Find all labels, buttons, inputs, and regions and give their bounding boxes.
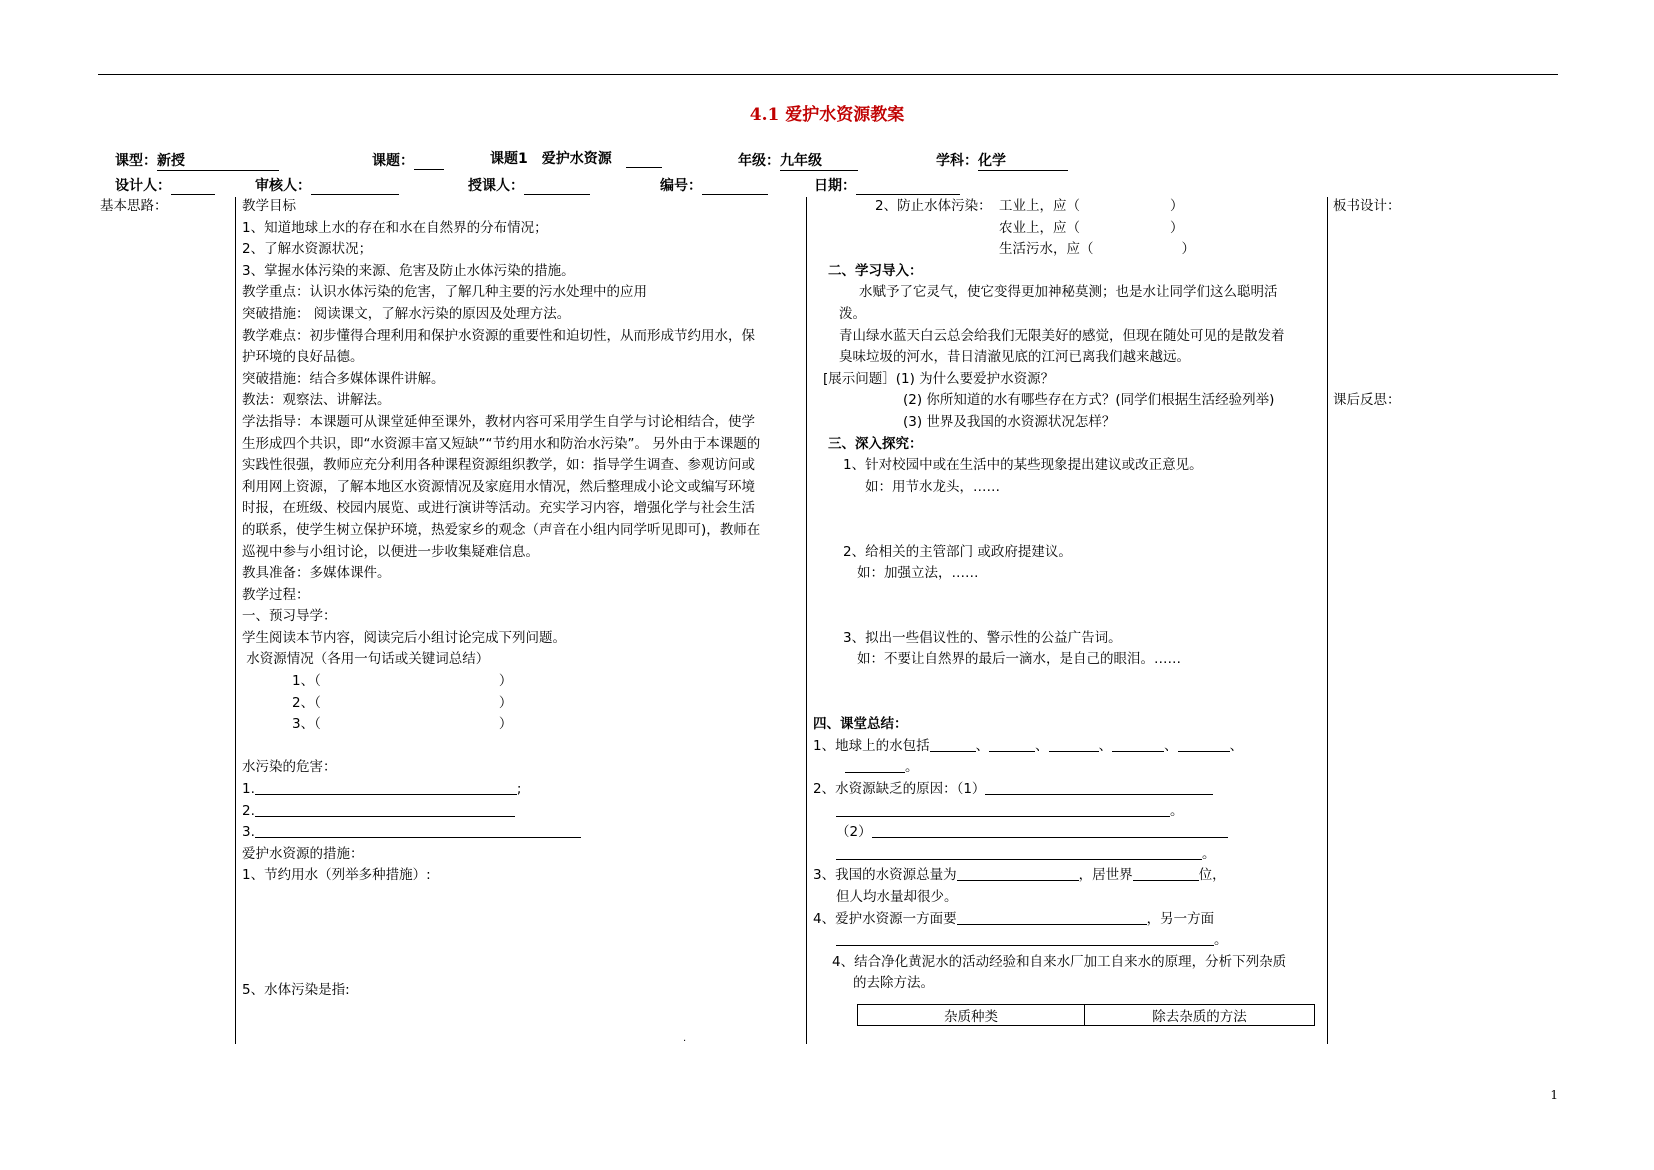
hazard-item: 1. ; <box>242 781 522 798</box>
text-line: 3、掌握水体污染的来源、危害及防止水体污染的措施。 <box>242 262 575 279</box>
summary-line: 。 <box>813 844 1323 866</box>
prevent-line: 农业上，应（ ） <box>999 219 1184 236</box>
table-header-cell: 杂质种类 <box>858 1005 1085 1026</box>
hazard-item: 2. <box>242 801 802 823</box>
summary-line: 1、地球上的水包括 、 、 、 、 、 <box>813 737 1244 754</box>
text-line: 臭味垃圾的河水，昔日清澈见底的江河已离我们越来越远。 <box>839 349 1190 366</box>
reflection-label: 课后反思： <box>1333 392 1401 408</box>
paren-item: 1、（ ） <box>292 673 513 690</box>
explore-line: 如：加强立法，…… <box>857 565 979 582</box>
lesson-flow-column <box>813 196 1323 995</box>
subject-value: 化学 <box>978 150 1068 171</box>
grade: 年级：九年级 <box>738 150 858 171</box>
lesson-type: 课型：新授 <box>115 150 279 171</box>
explore-line: 3、拟出一些倡议性的、警示性的公益广告词。 <box>843 629 1122 646</box>
summary-line: 2、水资源缺乏的原因：（1） <box>813 779 1323 801</box>
board-design-label: 板书设计： <box>1333 198 1401 214</box>
text-line: 青山绿水蓝天白云总会给我们无限美好的感觉，但现在随处可见的是散发着 <box>839 327 1285 344</box>
text-line: 2、了解水资源状况； <box>242 241 373 258</box>
designer: 设计人： <box>115 175 215 195</box>
explore-line: 如：不要让自然界的最后一滴水，是自己的眼泪。…… <box>857 651 1181 668</box>
teacher: 授课人： <box>468 175 590 195</box>
column-rule <box>235 197 236 1044</box>
hazard-label: 水污染的危害： <box>242 759 337 776</box>
summary-line: 3、我国的水资源总量为 ，居世界 位， <box>813 867 1226 884</box>
reviewer: 审核人： <box>255 175 399 195</box>
center-mark: · <box>683 1036 687 1047</box>
column-rule <box>806 197 807 1044</box>
text-line: 1、知道地球上水的存在和水在自然界的分布情况； <box>242 219 548 236</box>
lesson-type-value: 新授 <box>157 150 279 171</box>
explore-line: 2、给相关的主管部门 或政府提建议。 <box>843 543 1072 560</box>
text-line: 教具准备：多媒体课件。 <box>242 565 391 582</box>
text-line: 学生阅读本节内容，阅读完后小组讨论完成下列问题。 <box>242 629 566 646</box>
summary-line: （2） <box>813 822 1323 844</box>
text-line: 突破措施：结合多媒体课件讲解。 <box>242 370 445 387</box>
impurity-table <box>857 1004 1315 1026</box>
text-line: 的联系，使学生树立保护环境，热爱家乡的观念（声音在小组内同学听见即可)，教师在 <box>242 521 761 538</box>
question-line: (2) 你所知道的水有哪些存在方式？(同学们根据生活经验列举) <box>903 392 1275 409</box>
top-rule <box>98 74 1558 75</box>
topic-value: 课题1 爱护水资源 <box>490 148 662 168</box>
page-title: 4.1 爱护水资源教案 <box>749 105 905 125</box>
summary-line: 但人均水量却很少。 <box>836 889 958 905</box>
measures-label: 爱护水资源的措施： <box>242 845 364 862</box>
text-line: 生形成四个共识，即“水资源丰富又短缺”“节约用水和防治水污染”。 另外由于本课题的 <box>242 435 761 452</box>
explore-line: 1、针对校园中或在生活中的某些现象提出建议或改正意见。 <box>843 457 1203 474</box>
text-line: 巡视中参与小组讨论，以便进一步收集疑难信息。 <box>242 543 539 560</box>
text-line: 学法指导：本课题可从课堂延伸至课外，教材内容可采用学生自学与讨论相结合，使学 <box>242 413 755 430</box>
text-line: 时报，在班级、校园内展览、或进行演讲等活动。充实学习内容，增强化学与社会生活 <box>242 500 755 517</box>
section-title: 三、深入探究： <box>828 435 923 452</box>
basic-idea-label: 基本思路： <box>100 198 168 214</box>
subject: 学科：化学 <box>936 150 1068 171</box>
measure-item: 5、水体污染是指: <box>242 982 350 998</box>
text-line: 水资源情况（各用一句话或关键词总结） <box>242 651 490 668</box>
table-row <box>858 1005 1315 1026</box>
question-line: (3) 世界及我国的水资源状况怎样？ <box>903 413 1116 430</box>
text-line: 一、预习导学： <box>242 608 337 625</box>
summary-line: 4、爱护水资源一方面要 ，另一方面 <box>813 910 1215 927</box>
text-line: 泼。 <box>839 305 866 322</box>
section-title: 四、课堂总结： <box>813 716 908 733</box>
paren-item: 2、（ ） <box>292 694 513 711</box>
prevent-line: 2、防止水体污染： 工业上，应（ ） <box>875 198 1184 214</box>
prevent-line: 生活污水，应（ ） <box>999 241 1195 258</box>
text-line: 护环境的良好品德。 <box>242 349 364 366</box>
date: 日期： <box>814 175 960 195</box>
text-line: 突破措施： 阅读课文，了解水污染的原因及处理方法。 <box>242 305 571 322</box>
text-line: 教学难点：初步懂得合理利用和保护水资源的重要性和迫切性，从而形成节约用水，保 <box>242 327 755 344</box>
text-line: 教法：观察法、讲解法。 <box>242 392 391 409</box>
text-line: 教学目标 <box>242 198 296 214</box>
text-line: 实践性很强，教师应充分利用各种课程资源组织教学，如：指导学生调查、参观访问或 <box>242 457 755 474</box>
text-line: 水赋予了它灵气，使它变得更加神秘莫测；也是水让同学们这么聪明活 <box>859 284 1278 301</box>
column-rule <box>1327 197 1328 1044</box>
summary-line: 4、结合净化黄泥水的活动经验和自来水厂加工自来水的原理，分析下列杂质 <box>832 953 1287 970</box>
page-number: 1 <box>1550 1088 1558 1102</box>
topic: 课题： <box>372 150 444 170</box>
measure-item: 1、节约用水（列举多种措施）: <box>242 867 431 884</box>
section-title: 二、学习导入： <box>828 262 923 279</box>
explore-line: 如：用节水龙头，…… <box>865 478 1000 495</box>
text-line: 教学重点：认识水体污染的危害，了解几种主要的污水处理中的应用 <box>242 284 647 301</box>
table-header-cell: 除去杂质的方法 <box>1085 1005 1315 1026</box>
text-line: 教学过程： <box>242 586 310 603</box>
teaching-design-column <box>242 196 802 887</box>
text-line: 利用网上资源，了解本地区水资源情况及家庭用水情况，然后整理成小论文或编写环境 <box>242 478 755 495</box>
summary-line: 。 <box>813 930 1323 952</box>
summary-line: 。 <box>813 801 1323 823</box>
question-line: [展示问题］(1) 为什么要爱护水资源？ <box>823 370 1055 387</box>
number: 编号： <box>660 175 768 195</box>
hazard-item: 3. <box>242 822 802 844</box>
summary-line: 。 <box>813 757 1323 779</box>
paren-item: 3、（ ） <box>292 716 513 733</box>
grade-value: 九年级 <box>780 150 858 171</box>
summary-line: 的去除方法。 <box>853 975 934 992</box>
